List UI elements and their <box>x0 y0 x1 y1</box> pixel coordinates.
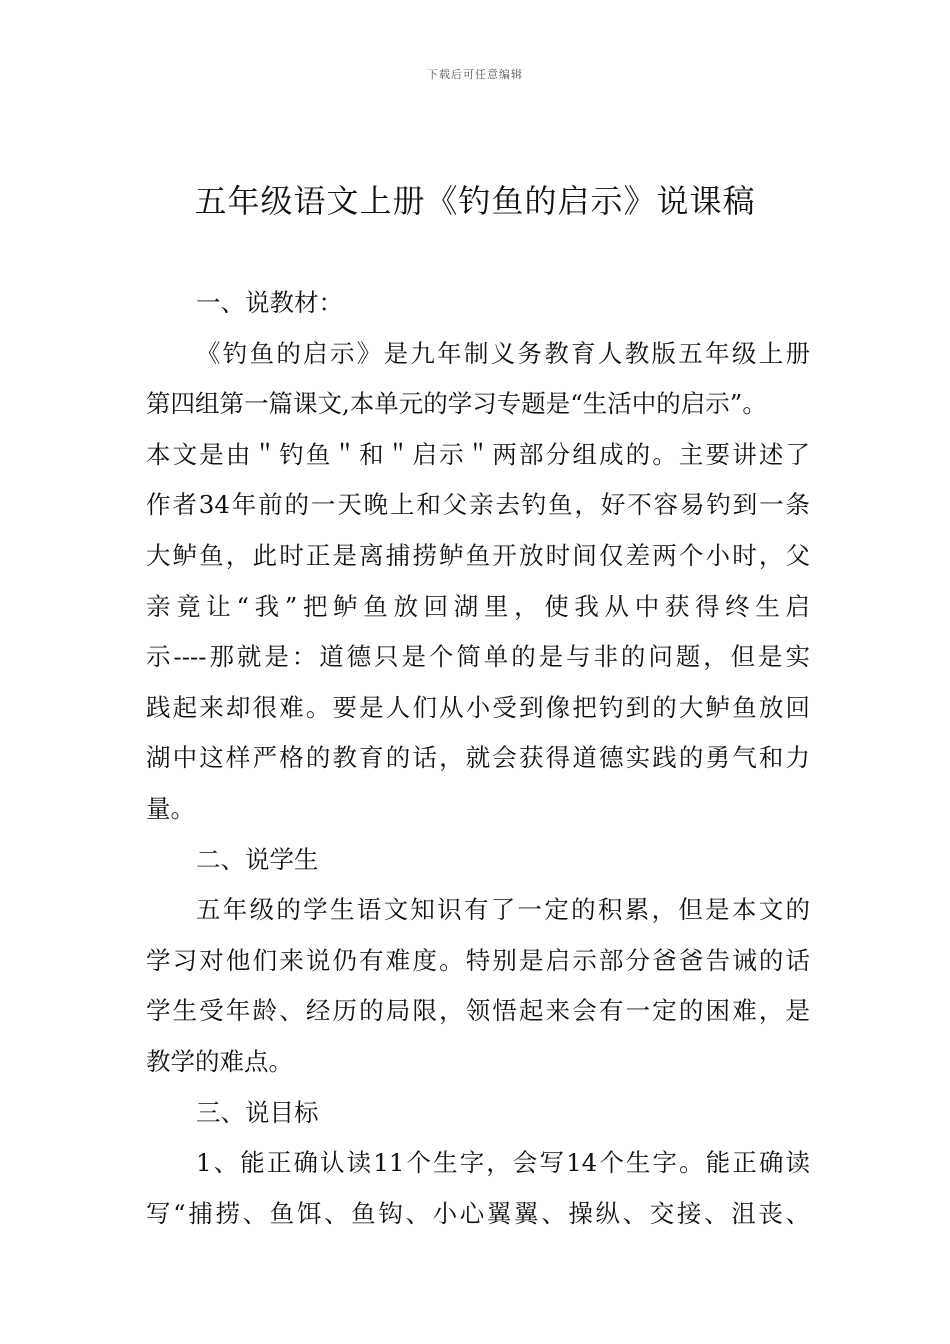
body-line: 学习对他们来说仍有难度。特别是启示部分爸爸告诫的话 <box>146 945 810 975</box>
document-body <box>146 278 810 1239</box>
body-line: 学生受年龄、经历的局限，领悟起来会有一定的困难，是 <box>146 996 810 1026</box>
body-line: 践起来却很难。要是人们从小受到像把钓到的大鲈鱼放回 <box>146 692 810 722</box>
body-line: 《钓鱼的启示》是九年制义务教育人教版五年级上册 <box>196 338 810 368</box>
section-heading-textbook: 一、说教材： <box>196 288 343 317</box>
body-line: 示----那就是：道德只是个简单的是与非的问题，但是实 <box>146 642 810 672</box>
body-line: 写“捕捞、鱼饵、鱼钩、小心翼翼、操纵、交接、沮丧、 <box>146 1198 810 1228</box>
body-line: 亲竟让“我”把鲈鱼放回湖里，使我从中获得终生启 <box>146 591 810 621</box>
body-line: 本文是由＂钓鱼＂和＂启示＂两部分组成的。主要讲述了 <box>146 439 810 469</box>
section-heading-goals: 三、说目标 <box>196 1097 319 1127</box>
body-line: 湖中这样严格的教育的话，就会获得道德实践的勇气和力 <box>146 743 810 773</box>
header-note: 下载后可任意编辑 <box>427 68 523 81</box>
body-line: 第四组第一篇课文,本单元的学习专题是“生活中的启示”。 <box>146 389 767 419</box>
body-line: 大鲈鱼，此时正是离捕捞鲈鱼开放时间仅差两个小时，父 <box>146 540 810 570</box>
section-heading-students: 二、说学生 <box>196 844 319 874</box>
body-line: 1、能正确认读11个生字，会写14个生字。能正确读 <box>196 1148 810 1178</box>
document-title: 五年级语文上册《钓鱼的启示》说课稿 <box>194 182 756 220</box>
body-line: 量。 <box>146 793 195 823</box>
body-line: 教学的难点。 <box>146 1046 293 1076</box>
body-line: 作者34年前的一天晚上和父亲去钓鱼，好不容易钓到一条 <box>146 490 810 520</box>
body-line: 五年级的学生语文知识有了一定的积累，但是本文的 <box>196 895 810 925</box>
